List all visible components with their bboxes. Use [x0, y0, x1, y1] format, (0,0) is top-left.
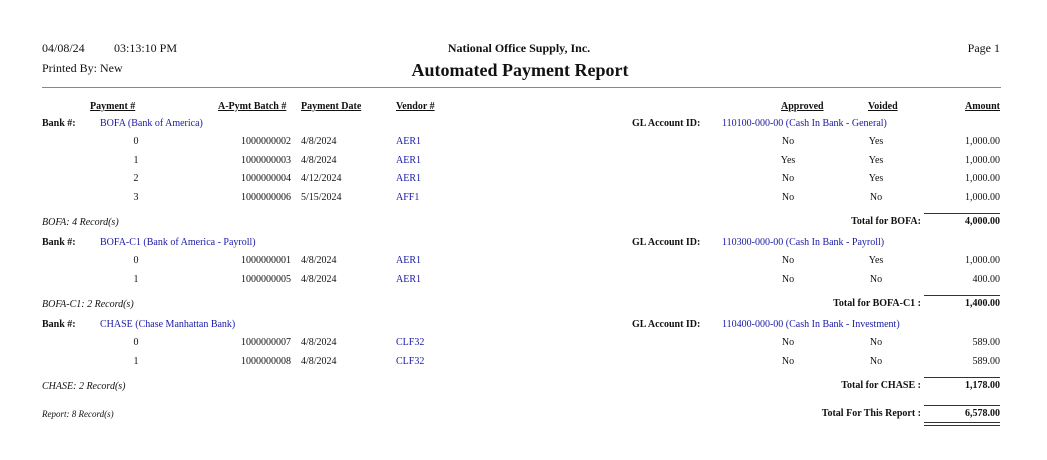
- group-total-value: 4,000.00: [965, 216, 1000, 227]
- voided-value: Yes: [868, 255, 884, 266]
- approved-value: No: [781, 337, 795, 348]
- amount-value: 1,000.00: [965, 136, 1000, 147]
- header-divider: [42, 87, 1001, 88]
- payment-number: 3: [133, 192, 139, 203]
- payment-number: 0: [133, 255, 139, 266]
- gl-account-link[interactable]: 110400-000-00 (Cash In Bank - Investment): [722, 319, 900, 330]
- approved-value: No: [781, 173, 795, 184]
- group-record-count: BOFA: 4 Record(s): [42, 217, 119, 228]
- col-payment: Payment #: [90, 101, 136, 112]
- payment-number: 1: [133, 155, 139, 166]
- gl-account-link[interactable]: 110300-000-00 (Cash In Bank - Payroll): [722, 237, 885, 248]
- approved-value: No: [781, 192, 795, 203]
- page-number: Page 1: [967, 41, 1000, 55]
- payment-number: 1: [133, 356, 139, 367]
- voided-value: Yes: [868, 136, 884, 147]
- group-total-label: Total for CHASE :: [841, 380, 921, 391]
- batch-number: 1000000002: [241, 136, 291, 147]
- bank-label: Bank #:: [42, 237, 76, 248]
- vendor-link[interactable]: AER1: [396, 255, 421, 266]
- group-total-rule: [924, 295, 1000, 296]
- bank-name-link[interactable]: BOFA (Bank of America): [100, 118, 203, 129]
- gl-account-link[interactable]: 110100-000-00 (Cash In Bank - General): [722, 118, 887, 129]
- col-vendor: Vendor #: [396, 101, 435, 112]
- payment-date: 4/8/2024: [301, 255, 337, 266]
- payment-date: 4/8/2024: [301, 136, 337, 147]
- group-total-value: 1,400.00: [965, 298, 1000, 309]
- payment-date: 4/8/2024: [301, 274, 337, 285]
- approved-value: Yes: [780, 155, 796, 166]
- group-total-label: Total for BOFA-C1 :: [833, 298, 921, 309]
- vendor-link[interactable]: CLF32: [396, 356, 425, 367]
- voided-value: No: [869, 274, 883, 285]
- batch-number: 1000000006: [241, 192, 291, 203]
- group-total-rule: [924, 377, 1000, 378]
- amount-value: 589.00: [972, 337, 1000, 348]
- voided-value: No: [869, 337, 883, 348]
- group-total-label: Total for BOFA:: [851, 216, 921, 227]
- print-time: 03:13:10 PM: [114, 41, 178, 55]
- report-total-value: 6,578.00: [965, 408, 1000, 419]
- amount-value: 589.00: [972, 356, 1000, 367]
- batch-number: 1000000001: [241, 255, 291, 266]
- batch-number: 1000000008: [241, 356, 291, 367]
- group-record-count: BOFA-C1: 2 Record(s): [42, 299, 134, 310]
- voided-value: No: [869, 356, 883, 367]
- amount-value: 1,000.00: [965, 192, 1000, 203]
- approved-value: No: [781, 136, 795, 147]
- col-batch: A-Pymt Batch #: [218, 101, 287, 112]
- approved-value: No: [781, 356, 795, 367]
- voided-value: No: [869, 192, 883, 203]
- amount-value: 400.00: [972, 274, 1000, 285]
- amount-value: 1,000.00: [965, 155, 1000, 166]
- voided-value: Yes: [868, 173, 884, 184]
- payment-number: 0: [133, 337, 139, 348]
- batch-number: 1000000004: [241, 173, 291, 184]
- report-total-rule-1: [924, 422, 1000, 423]
- batch-number: 1000000007: [241, 337, 291, 348]
- vendor-link[interactable]: CLF32: [396, 337, 425, 348]
- gl-account-label: GL Account ID:: [632, 237, 701, 248]
- gl-account-label: GL Account ID:: [632, 118, 701, 129]
- report-total-rule-top: [924, 405, 1000, 406]
- bank-name-link[interactable]: CHASE (Chase Manhattan Bank): [100, 319, 236, 330]
- company-name: National Office Supply, Inc.: [447, 41, 591, 55]
- voided-value: Yes: [868, 155, 884, 166]
- approved-value: No: [781, 274, 795, 285]
- report-record-count: Report: 8 Record(s): [42, 409, 114, 419]
- payment-date: 5/15/2024: [301, 192, 342, 203]
- col-amount: Amount: [964, 101, 1000, 112]
- group-total-value: 1,178.00: [965, 380, 1000, 391]
- payment-date: 4/12/2024: [301, 173, 342, 184]
- payment-number: 0: [133, 136, 139, 147]
- bank-label: Bank #:: [42, 118, 76, 129]
- gl-account-label: GL Account ID:: [632, 319, 701, 330]
- col-voided: Voided: [868, 101, 898, 112]
- vendor-link[interactable]: AFF1: [396, 192, 420, 203]
- report-total-label: Total For This Report :: [821, 408, 921, 419]
- print-date: 04/08/24: [42, 41, 85, 55]
- payment-number: 1: [133, 274, 139, 285]
- report-total-rule-2: [924, 425, 1000, 426]
- col-approved: Approved: [781, 101, 824, 112]
- vendor-link[interactable]: AER1: [396, 136, 421, 147]
- amount-value: 1,000.00: [965, 255, 1000, 266]
- payment-date: 4/8/2024: [301, 155, 337, 166]
- vendor-link[interactable]: AER1: [396, 274, 421, 285]
- printed-by: Printed By: New: [42, 61, 123, 75]
- batch-number: 1000000005: [241, 274, 291, 285]
- report-title: Automated Payment Report: [411, 60, 629, 80]
- payment-date: 4/8/2024: [301, 337, 337, 348]
- batch-number: 1000000003: [241, 155, 291, 166]
- approved-value: No: [781, 255, 795, 266]
- bank-label: Bank #:: [42, 319, 76, 330]
- payment-number: 2: [133, 173, 139, 184]
- amount-value: 1,000.00: [965, 173, 1000, 184]
- vendor-link[interactable]: AER1: [396, 173, 421, 184]
- payment-date: 4/8/2024: [301, 356, 337, 367]
- col-payment-date: Payment Date: [301, 101, 362, 112]
- vendor-link[interactable]: AER1: [396, 155, 421, 166]
- group-record-count: CHASE: 2 Record(s): [42, 381, 126, 392]
- bank-name-link[interactable]: BOFA-C1 (Bank of America - Payroll): [100, 237, 256, 248]
- group-total-rule: [924, 213, 1000, 214]
